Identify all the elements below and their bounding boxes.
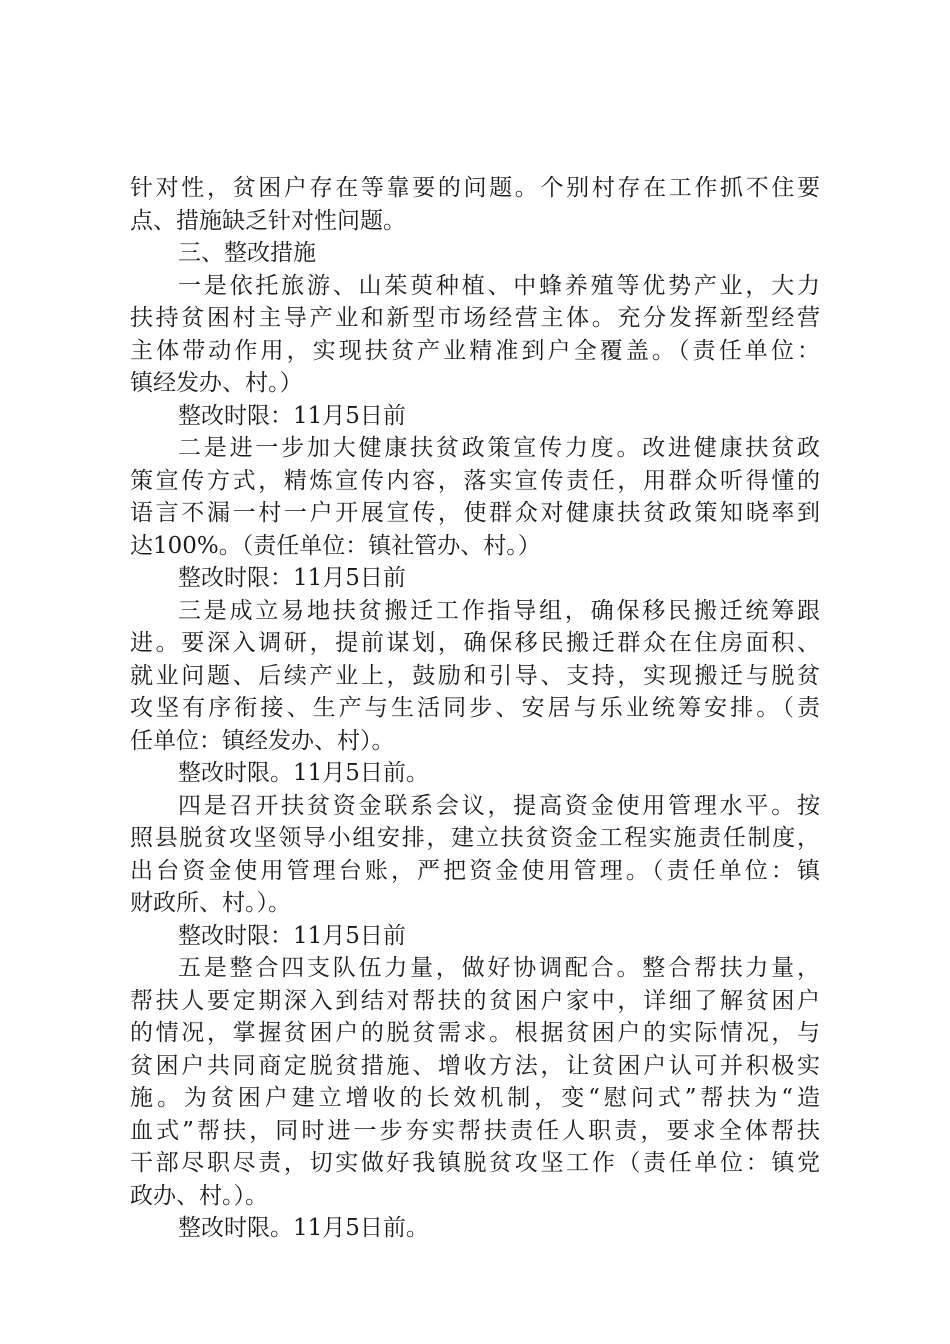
text-line: 进。要深入调研，提前谋划，确保移民搬迁群众在住房面积、: [130, 630, 820, 656]
text-line: 任单位：镇经发办、村）。: [130, 727, 395, 754]
text-line: 整改时限：11月5日前: [178, 402, 406, 429]
document-body: [130, 172, 820, 1245]
text-line: 施。为贫困户建立增收的长效机制，变“慰问式”帮扶为“造: [130, 1085, 820, 1111]
text-line: 政办、村。）。: [130, 1182, 268, 1209]
text-line: 攻坚有序衔接、生产与生活同步、安居与乐业统筹安排。（责: [130, 695, 820, 721]
text-line: 就业问题、后续产业上，鼓励和引导、支持，实现搬迁与脱贫: [130, 662, 820, 689]
text-line: 整改时限：11月5日前: [178, 565, 406, 591]
text-line: 四是召开扶贫资金联系会议，提高资金使用管理水平。按: [178, 792, 820, 819]
text-line: 贫困户共同商定脱贫措施、增收方法，让贫困户认可并积极实: [130, 1052, 820, 1079]
text-line: 语言不漏一村一户开展宣传，使群众对健康扶贫政策知晓率到: [130, 500, 820, 526]
text-line: 血式”帮扶，同时进一步夯实帮扶责任人职责，要求全体帮扶: [130, 1117, 820, 1144]
text-line: 主体带动作用，实现扶贫产业精准到户全覆盖。（责任单位：: [130, 337, 820, 364]
text-line: 出台资金使用管理台账，严把资金使用管理。（责任单位：镇: [130, 857, 820, 884]
text-line: 达100%。（责任单位：镇社管办、村。）: [130, 532, 541, 559]
text-line: 整改时限。11月5日前。: [178, 1215, 429, 1241]
text-line: 整改时限：11月5日前: [178, 922, 406, 949]
text-line: 帮扶人要定期深入到结对帮扶的贫困户家中，详细了解贫困户: [130, 987, 820, 1014]
text-line: 一是依托旅游、山茱萸种植、中蜂养殖等优势产业，大力: [178, 272, 820, 299]
text-line: 镇经发办、村。）: [130, 370, 303, 396]
text-line: 扶持贫困村主导产业和新型市场经营主体。充分发挥新型经营: [130, 305, 820, 331]
text-line: 整改时限。11月5日前。: [178, 760, 429, 786]
text-line: 二是进一步加大健康扶贫政策宣传力度。改进健康扶贫政: [178, 435, 820, 461]
text-line: 五是整合四支队伍力量，做好协调配合。整合帮扶力量，: [178, 955, 820, 981]
text-line: 照县脱贫攻坚领导小组安排，建立扶贫资金工程实施责任制度，: [130, 825, 820, 851]
text-line: 三是成立易地扶贫搬迁工作指导组，确保移民搬迁统筹跟: [178, 597, 820, 624]
text-line: 三、整改措施: [178, 240, 316, 266]
text-line: 针对性，贫困户存在等靠要的问题。个别村存在工作抓不住要: [130, 175, 820, 201]
text-line: 干部尽职尽责，切实做好我镇脱贫攻坚工作（责任单位：镇党: [130, 1150, 820, 1176]
text-line: 的情况，掌握贫困户的脱贫需求。根据贫困户的实际情况，与: [130, 1020, 820, 1046]
text-line: 点、措施缺乏针对性问题。: [130, 207, 406, 234]
text-line: 财政所、村。）。: [130, 890, 291, 916]
text-line: 策宣传方式，精炼宣传内容，落实宣传责任，用群众听得懂的: [130, 467, 820, 494]
